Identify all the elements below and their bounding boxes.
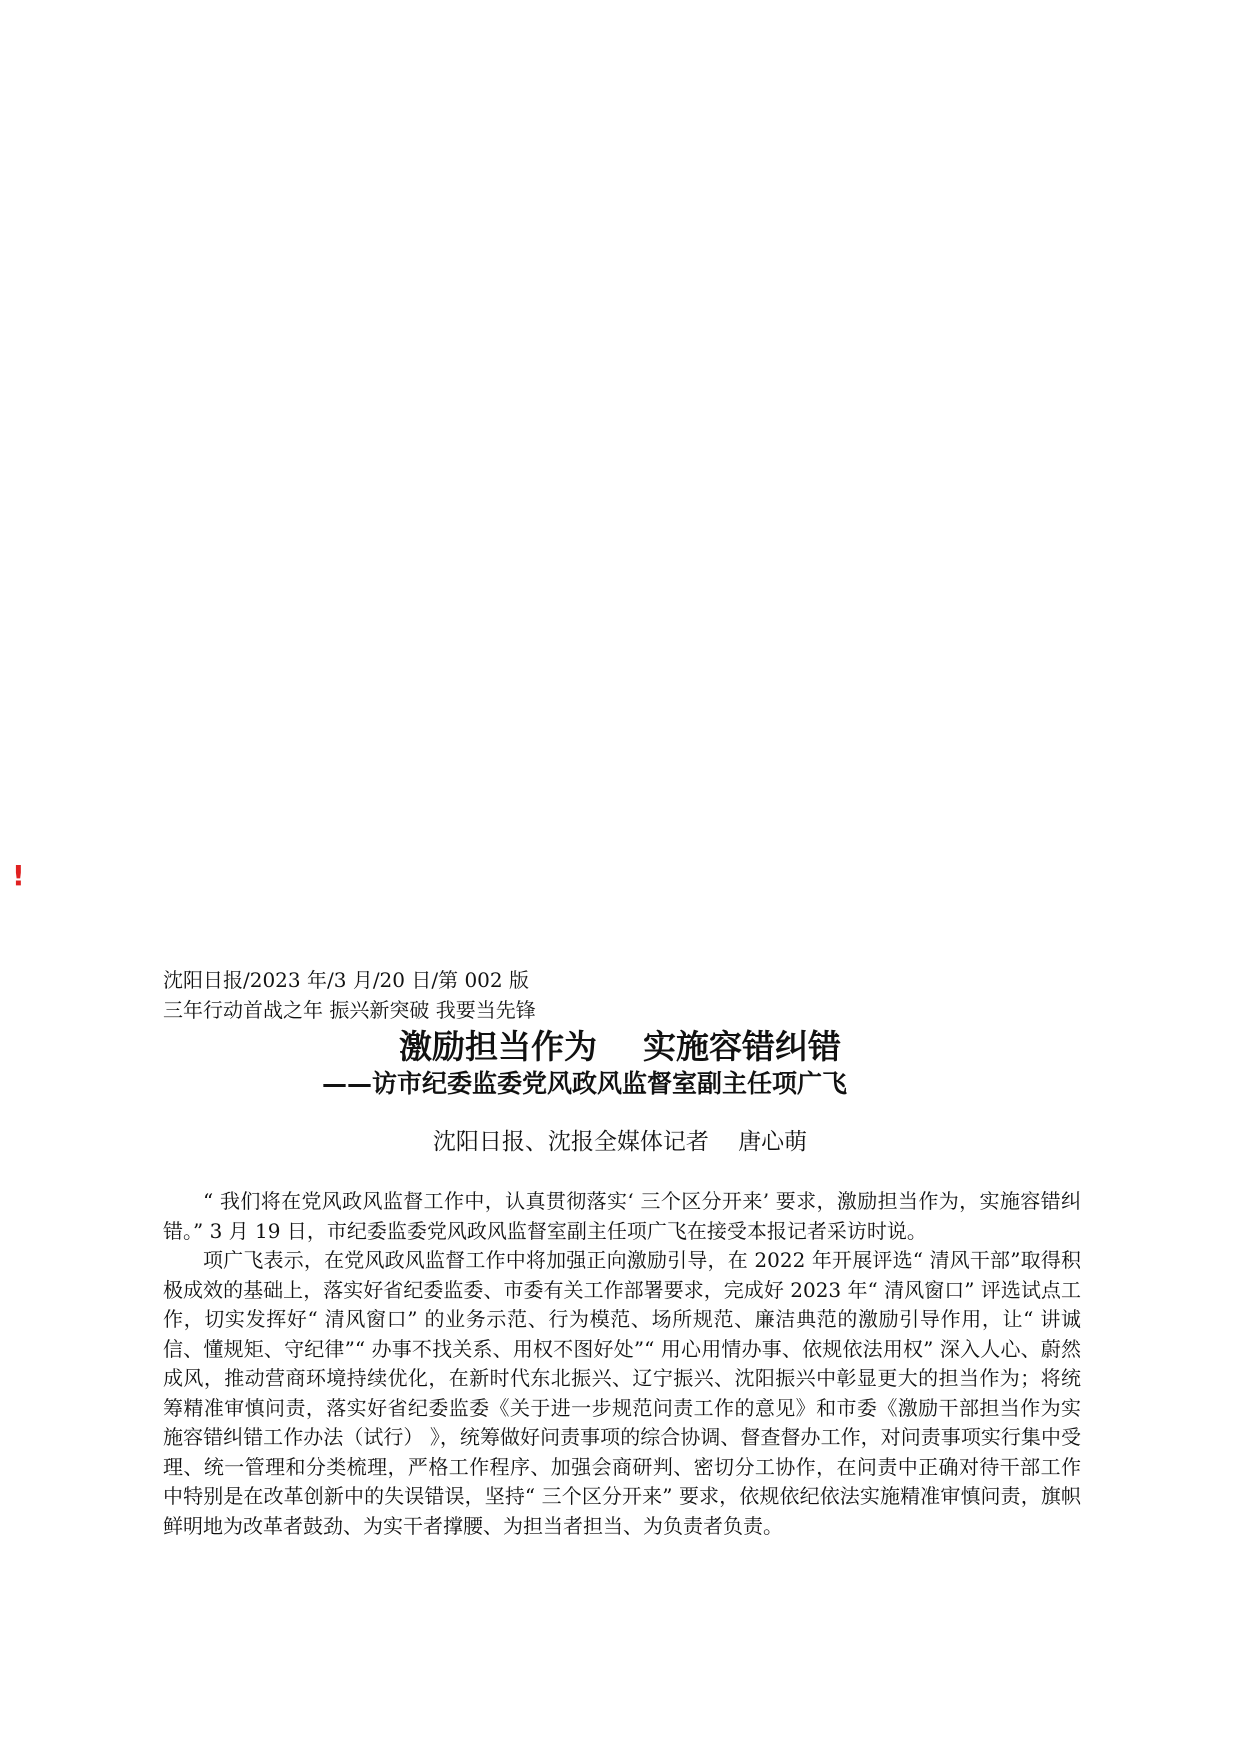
article-body xyxy=(163,1187,1081,1541)
subheadline: ——访市纪委监委党风政风监督室副主任项广飞 xyxy=(322,1069,848,1098)
byline: 沈阳日报、沈报全媒体记者 唐心萌 xyxy=(432,1129,808,1155)
headline: 激励担当作为 实施容错纠错 xyxy=(399,1027,841,1066)
paragraph-1: “ 我们将在党风政风监督工作中，认真贯彻落实‘ 三个区分开来’ 要求，激励担当作为，实施容错纠错。” 3 月 19 日，市纪委监委党风政风监督室副主任项广飞在接受本报记者采访时说。 xyxy=(163,1189,1081,1243)
paragraph-2: 项广飞表示，在党风政风监督工作中将加强正向激励引导，在 2022 年开展评选“ 清风干部”取得积极成效的基础上，落实好省纪委监委、市委有关工作部署要求，完成好 2023 年“ 清风窗口” 评选试点工作，切实发挥好“ 清风窗口” 的业务示范、行为模范、场所规范、廉洁典范的激励引导作用，让“ 讲诚信、懂规矩、守纪律”“ 办事不找关系、用权不图好处”“ 用心用情办事、依规依法用权” 深入人心、蔚然成风，推动营商环境持续优化，在新时代东北振兴、辽宁振兴、沈阳振兴中彰显更大的担当作为；将统筹精准审慎问责，落实好省纪委监委《关于进一步规范问责工作的意见》和市委《激励干部担当作为实施容错纠错工作办法（试行） 》，统筹做好问责事项的综合协调、督查督办工作，对问责事项实行集中受理、统一管理和分类梳理，严格工作程序、加强会商研判、密切分工协作，在问责中正确对待干部工作中特别是在改革创新中的失误错误，坚持“ 三个区分开来” 要求，依规依纪依法实施精准审慎问责，旗帜鲜明地为改革者鼓劲、为实干者撑腰、为担当者担当、为负责者负责。 xyxy=(163,1248,1081,1538)
source-line: 沈阳日报/2023 年/3 月/20 日/第 002 版 xyxy=(163,968,529,992)
column-line: 三年行动首战之年 振兴新突破 我要当先锋 xyxy=(163,998,536,1022)
red-exclamation-mark: ! xyxy=(12,859,25,892)
